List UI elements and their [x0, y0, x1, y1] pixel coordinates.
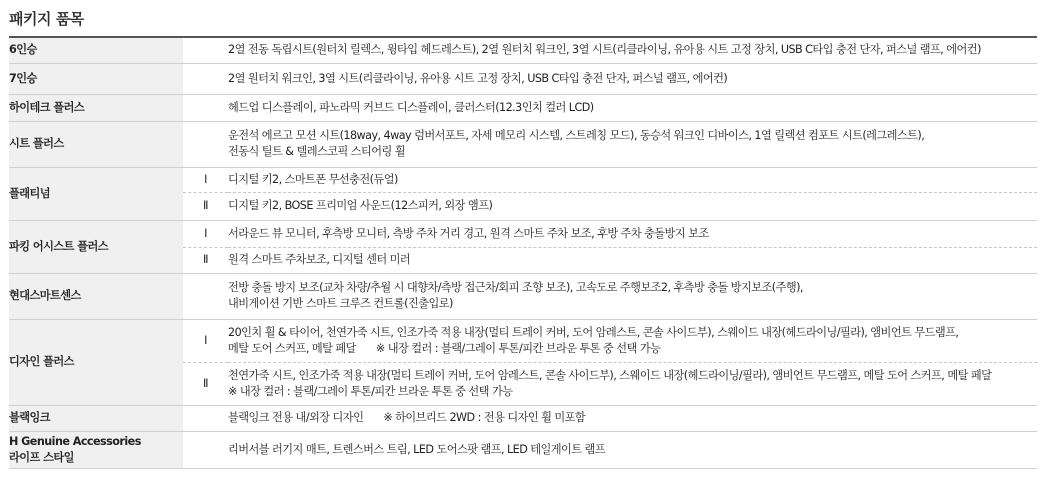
- row-name: H Genuine Accessories 라이프 스타일: [9, 431, 183, 468]
- row-name: 시트 플러스: [9, 121, 183, 167]
- level-label: Ⅱ: [183, 192, 228, 220]
- row-description: 20인치 휠 & 타이어, 천연가죽 시트, 인조가죽 적용 내장(멀티 트레이 커버, 도어 암레스트, 콘솔 사이드부), 스웨이드 내장(헤드라이닝/필라), 앰비언트 무드램프, 메탈 도어 스커프, 메탈 페달 ※ 내장 컬러 : 블랙/그레이 투톤/피칸 브라운 투톤 중 선택 가능: [228, 319, 1037, 362]
- table-row-6-seater: [9, 37, 1037, 63]
- row-description: 전방 충돌 방지 보조(교차 차량/추월 시 대향차/측방 접근차/회피 조향 보조), 고속도로 주행보조2, 후측방 충돌 방지보조(주행), 내비게이션 기반 스마트 크루즈 컨트롤(진출입로): [228, 273, 1037, 319]
- level-label: Ⅰ: [183, 319, 228, 362]
- row-name: 현대스마트센스: [9, 273, 183, 319]
- table-row-parking-assist-1: [9, 220, 1037, 247]
- row-name: 플래티넘: [9, 167, 183, 220]
- table-row-hitech-plus: [9, 94, 1037, 121]
- note-text: ※ 내장 컬러 : 블랙/그레이 투톤/피칸 브라운 투톤 중 선택 가능: [375, 341, 661, 355]
- level-label: Ⅱ: [183, 362, 228, 405]
- table-row-smart-sense: [9, 273, 1037, 319]
- level-label: Ⅰ: [183, 220, 228, 247]
- section-title: 패키지 품목: [9, 10, 84, 28]
- table-row-platinum-1: [9, 167, 1037, 192]
- row-name: 파킹 어시스트 플러스: [9, 220, 183, 273]
- row-name: 디자인 플러스: [9, 319, 183, 405]
- row-description: 2열 원터치 워크인, 3열 시트(리클라이닝, 유아용 시트 고정 장치, USB C타입 충전 단자, 퍼스널 램프, 에어컨): [228, 63, 1037, 94]
- row-description: 블랙잉크 전용 내/외장 디자인 ※ 하이브리드 2WD : 전용 디자인 휠 미포함: [228, 405, 1037, 431]
- level-label: Ⅰ: [183, 167, 228, 192]
- row-description: 천연가죽 시트, 인조가죽 적용 내장(멀티 트레이 커버, 도어 암레스트, 콘솔 사이드부), 스웨이드 내장(헤드라이닝/필라), 앰비언트 무드램프, 메탈 도어 스커프, 메탈 페달 ※ 내장 컬러 : 블랙/그레이 투톤/피칸 브라운 투톤 중 선택 가능: [228, 362, 1037, 405]
- note-text: ※ 내장 컬러 : 블랙/그레이 투톤/피칸 브라운 투톤 중 선택 가능: [228, 384, 513, 398]
- table-row-genuine-accessories: [9, 431, 1037, 468]
- row-description: 2열 전동 독립시트(원터치 릴렉스, 윙타입 헤드레스트), 2열 원터치 워크인, 3열 시트(리클라이닝, 유아용 시트 고정 장치, USB C타입 충전 단자, 퍼스널 램프, 에어컨): [228, 37, 1037, 63]
- table-row-7-seater: [9, 63, 1037, 94]
- package-table: [9, 36, 1037, 469]
- row-description: 디지털 키2, 스마트폰 무선충전(듀얼): [228, 167, 1037, 192]
- row-description: 운전석 에르고 모션 시트(18way, 4way 럼버서포트, 자세 메모리 시스템, 스트레칭 모드), 동승석 워크인 디바이스, 1열 릴렉션 컴포트 시트(레그레스트), 전동식 틸트 & 텔레스코픽 스티어링 휠: [228, 121, 1037, 167]
- row-description: 리버서블 러기지 매트, 트렌스버스 트림, LED 도어스팟 램프, LED 테일게이트 램프: [228, 431, 1037, 468]
- table-row-design-plus-1: [9, 319, 1037, 362]
- note-text: ※ 하이브리드 2WD : 전용 디자인 휠 미포함: [383, 411, 586, 424]
- table-row-black-ink: [9, 405, 1037, 431]
- row-description: 서라운드 뷰 모니터, 후측방 모니터, 측방 주차 거리 경고, 원격 스마트 주차 보조, 후방 주차 충돌방지 보조: [228, 220, 1037, 247]
- table-row-seat-plus: [9, 121, 1037, 167]
- row-name: 블랙잉크: [9, 405, 183, 431]
- row-name: 하이테크 플러스: [9, 94, 183, 121]
- row-name: 7인승: [9, 63, 183, 94]
- level-label: Ⅱ: [183, 247, 228, 273]
- row-description: 디지털 키2, BOSE 프리미엄 사운드(12스피커, 외장 앰프): [228, 192, 1037, 220]
- row-name: 6인승: [9, 37, 183, 63]
- row-description: 헤드업 디스플레이, 파노라믹 커브드 디스플레이, 클러스터(12.3인치 컬러 LCD): [228, 94, 1037, 121]
- row-description: 원격 스마트 주차보조, 디지털 센터 미러: [228, 247, 1037, 273]
